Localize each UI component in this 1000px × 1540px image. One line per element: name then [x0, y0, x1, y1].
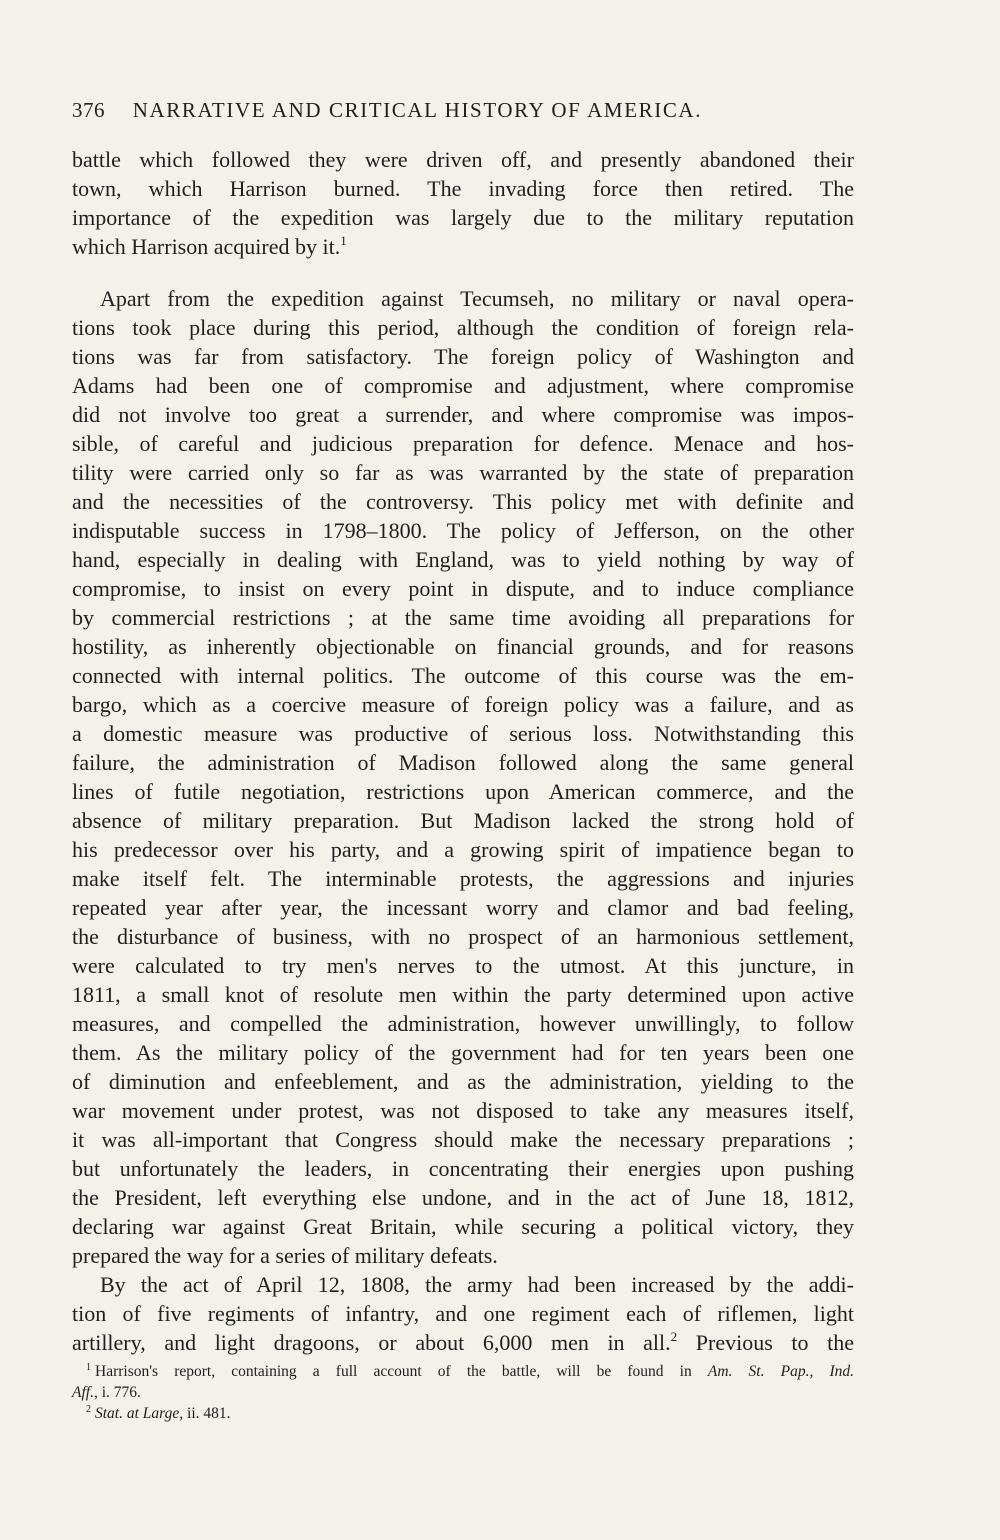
- text-line: hostility, as inherently objectionable on financial grounds, and for reasons: [72, 634, 854, 659]
- text-line: absence of military preparation. But Madison lacked the strong hold of: [72, 808, 854, 833]
- text-line: artillery, and light dragoons, or about 6,000 men in all.$^2$ Previous to the: [72, 1329, 855, 1355]
- text-line: tions was far from satisfactory. The foreign policy of Washington and: [72, 344, 854, 369]
- text-line: sible, of careful and judicious preparation for defence. Menace and hos-: [72, 431, 854, 456]
- text-line: a domestic measure was productive of serious loss. Notwithstanding this: [72, 721, 854, 746]
- footnote-2: $^2$ Stat. at Large, ii. 481.: [86, 1404, 231, 1422]
- text-line: lines of futile negotiation, restrictions upon American commerce, and the: [72, 779, 854, 804]
- page-number: 376: [72, 98, 105, 122]
- paragraph-2: [72, 284, 854, 1270]
- footnote-ref-1: 1: [340, 233, 347, 248]
- text-line: the disturbance of business, with no prospect of an harmonious settlement,: [72, 924, 854, 949]
- text-line: did not involve too great a surrender, and where compromise was impos-: [72, 402, 854, 427]
- text-line: importance of the expedition was largely due to the military reputation: [72, 205, 854, 230]
- text-line: which Harrison acquired by it.$^1$: [72, 233, 347, 259]
- text-line: of diminution and enfeeblement, and as the administration, yielding to the: [72, 1069, 854, 1094]
- text-line: repeated year after year, the incessant worry and clamor and bad feeling,: [72, 895, 854, 920]
- text-line: and the necessities of the controversy. This policy met with definite and: [72, 489, 854, 514]
- paragraph-1: [72, 145, 854, 261]
- text-line: Apart from the expedition against Tecumseh, no military or naval opera-: [100, 286, 854, 311]
- running-title: NARRATIVE AND CRITICAL HISTORY OF AMERICA.: [132, 98, 703, 122]
- text-line: but unfortunately the leaders, in concentrating their energies upon pushing: [72, 1156, 854, 1181]
- text-line: battle which followed they were driven off, and presently abandoned their: [72, 147, 854, 172]
- text-line: tions took place during this period, although the condition of foreign rela-: [72, 315, 854, 340]
- footnote-1-continued: Aff., i. 776.: [72, 1384, 141, 1401]
- text-line: tion of five regiments of infantry, and one regiment each of riflemen, light: [72, 1301, 854, 1326]
- text-line: his predecessor over his party, and a growing spirit of impatience began to: [72, 837, 854, 862]
- paragraph-3: [72, 1270, 854, 1357]
- body-text: [72, 145, 854, 1357]
- text-line: Adams had been one of compromise and adjustment, where compromise: [72, 373, 854, 398]
- text-line: the President, left everything else undone, and in the act of June 18, 1812,: [72, 1185, 854, 1210]
- text-line: prepared the way for a series of military defeats.: [72, 1243, 498, 1268]
- text-line: hand, especially in dealing with England, was to yield nothing by way of: [72, 547, 854, 572]
- footnotes: [72, 1361, 854, 1424]
- text-line: were calculated to try men's nerves to the utmost. At this juncture, in: [72, 953, 854, 978]
- text-line: bargo, which as a coercive measure of foreign policy was a failure, and as: [72, 692, 854, 717]
- footnote-1: $^1$ Harrison's report, containing a full account of the battle, will be found in Am. St. Pap., Ind.: [86, 1362, 854, 1380]
- text-line: connected with internal politics. The outcome of this course was the em-: [72, 663, 854, 688]
- text-line: make itself felt. The interminable protests, the aggressions and injuries: [72, 866, 854, 891]
- text-line: By the act of April 12, 1808, the army had been increased by the addi-: [100, 1272, 854, 1297]
- text-line: indisputable success in 1798–1800. The policy of Jefferson, on the other: [72, 518, 854, 543]
- footnote-ref-2: 2: [670, 1329, 678, 1344]
- text-line: war movement under protest, was not disposed to take any measures itself,: [72, 1098, 854, 1123]
- text-line: them. As the military policy of the government had for ten years been one: [72, 1040, 854, 1065]
- text-line: by commercial restrictions ; at the same time avoiding all preparations for: [72, 605, 854, 630]
- text-line: declaring war against Great Britain, while securing a political victory, they: [72, 1214, 854, 1239]
- text-line: failure, the administration of Madison followed along the same general: [72, 750, 854, 775]
- text-line: compromise, to insist on every point in dispute, and to induce compliance: [72, 576, 854, 601]
- page-header: [72, 98, 852, 123]
- text-line: 1811, a small knot of resolute men within the party determined upon active: [72, 982, 854, 1007]
- text-line: town, which Harrison burned. The invading force then retired. The: [72, 176, 854, 201]
- text-line: measures, and compelled the administration, however unwillingly, to follow: [72, 1011, 854, 1036]
- text-line: it was all-important that Congress should make the necessary preparations ;: [72, 1127, 854, 1152]
- text-line: tility were carried only so far as was warranted by the state of preparation: [72, 460, 854, 485]
